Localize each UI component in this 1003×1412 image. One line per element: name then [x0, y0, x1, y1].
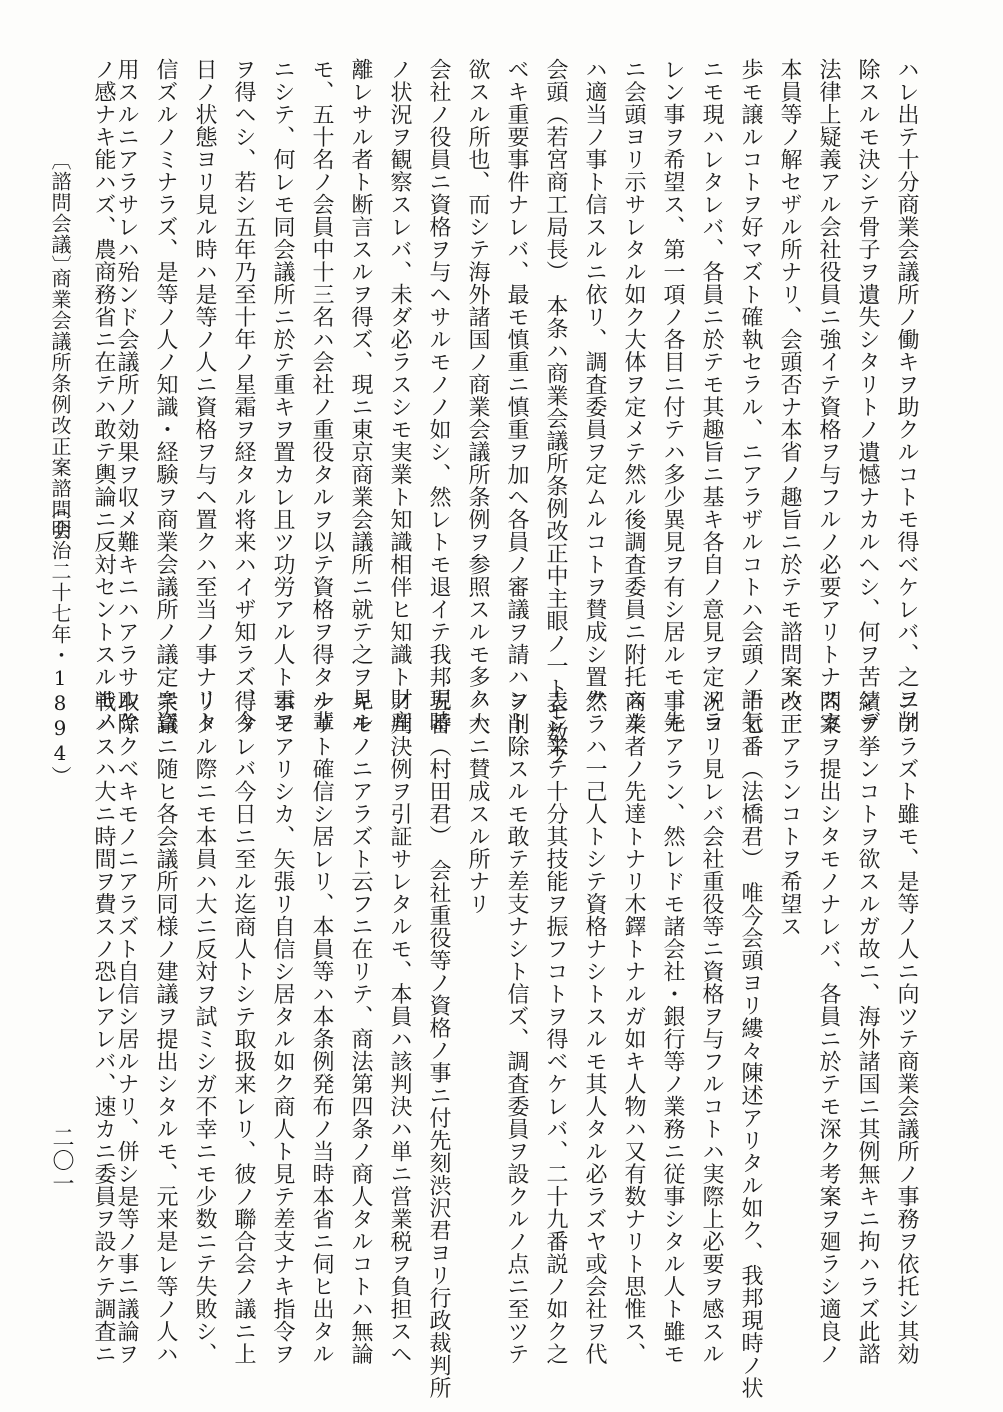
- text-column: ベキ重要事件ナレバ、最モ慎重ニ慎重ヲ加ヘ各員ノ審議ヲ請ハント: [504, 58, 529, 733]
- text-column: 除スルモ決シテ骨子ヲ遺失シタリトノ遺憾ナカルヘシ、何ヲ苦ンデ: [855, 58, 880, 733]
- text-column: 法律上疑義アル会社役員ニ強イテ資格ヲ与フルノ必要アリトナスカ: [816, 58, 841, 733]
- text-column: 歩モ譲ルコトヲ好マズト確執セラル、ニアラザルコトハ会頭ノ語気: [738, 58, 763, 733]
- text-column: ニ会頭ヨリ示サレタル如ク大体ヲ定メテ然ル後調査委員ニ附托スル: [621, 58, 646, 733]
- text-column: ノ感ナキ能ハズ、農商務省ニ在テハ敢テ輿論ニ反対セントスルモノ: [91, 58, 116, 733]
- text-column: ノ状況ヲ観察スレバ、未ダ必ラスシモ実業ト知識相伴ヒ知識ト財産: [387, 58, 412, 733]
- text-column: 信ズルノミナラズ、是等ノ人ノ知識・経験ヲ商業会議所ノ議定ニ資: [153, 58, 178, 733]
- text-column: ハ大ニ賛成スル所ナリ: [465, 690, 490, 915]
- text-column: ヲ削除スルモ敢テ差支ナシト信ズ、調査委員ヲ設クルノ点ニ至ツテ: [504, 690, 529, 1365]
- text-column: 戦ハスハ大ニ時間ヲ費スノ恐レアレバ、速カニ委員ヲ設ケテ調査ニ: [91, 690, 116, 1365]
- text-column: 取除クベキモノニアラズト自信シ居ルナリ、併シ是等ノ事ニ議論ヲ: [114, 690, 139, 1365]
- text-column: 用スルニアラサレハ殆ンド会議所ノ効果ヲ収メ難キニハアラサルヤ: [114, 58, 139, 733]
- text-column: ハ適当ノ事ト信スルニ依リ、調査委員ヲ定ムルコトヲ賛成シ置ク: [582, 58, 607, 711]
- text-column: キモノニアラズト云フニ在リテ、商法第四条ノ商人タルコトハ無論: [348, 690, 373, 1365]
- header-title: 商業会議所条例改正案諮問会: [48, 268, 72, 541]
- text-column: 五番（村田君） 会社重役等ノ資格ノ事ニ付先刻渋沢君ヨリ行政裁判所: [426, 690, 451, 1399]
- header-era: （明治二十七年・1894）: [48, 498, 72, 787]
- text-column: 績ヲ挙ンコトヲ欲スルガ故ニ、海外諸国ニ其例無キニ拘ハラズ此諮: [855, 690, 880, 1365]
- text-column: リタル際ニモ本員ハ大ニ反対ヲ試ミシガ不幸ニモ少数ニテ失敗シ、: [192, 690, 217, 1365]
- text-column: 衆議ニ随ヒ各会議所同様ノ建議ヲ提出シタルモ、元来是レ等ノ人ハ: [153, 690, 178, 1365]
- text-column: 事モアラン、然レドモ諸会社・銀行等ノ業務ニ従事シタル人ト雖モ: [660, 690, 685, 1365]
- text-column: 日ノ状態ヨリ見ル時ハ是等ノ人ニ資格ヲ与ヘ置クハ至当ノ事ナリト: [192, 58, 217, 733]
- text-column: ノ判決例ヲ引証サレタルモ、本員ハ該判決ハ単ニ営業税ヲ負担スヘ: [387, 690, 412, 1365]
- text-column: ニシテ、何レモ同会議所ニ於テ重キヲ置カレ且ツ功労アル人ト云フ: [270, 58, 295, 733]
- text-column: モ、五十名ノ会員中十三名ハ会社ノ重役タルヲ以テ資格ヲ得タル輩: [309, 58, 334, 733]
- text-column: 然ラハ一己人トシテ資格ナシトスルモ其人タル必ラズヤ或会社ヲ代: [582, 690, 607, 1365]
- text-column: 況ヨリ見レバ会社重役等ニ資格ヲ与フルコトハ実際上必要ヲ感スル: [699, 690, 724, 1365]
- text-column: 欲スル所也、而シテ海外諸国ノ商業会議所条例ヲ参照スルモ多クハ: [465, 58, 490, 733]
- text-column: 十七番（法橋君） 唯今会頭ヨリ縷々陳述アリタル如ク、我邦現時ノ状: [738, 690, 763, 1399]
- text-column: 離レサル者ト断言スルヲ得ズ、現ニ東京商業会議所ニ就テ之ヲ見ル: [348, 58, 373, 733]
- text-column: ヲ得ヘシ、若シ五年乃至十年ノ星霜ヲ経タル将来ハイザ知ラズ、今: [231, 58, 256, 733]
- text-column: ニモ現ハレタレバ、各員ニ於テモ其趣旨ニ基キ各自ノ意見ヲ定メラ: [699, 58, 724, 733]
- text-column: レン事ヲ希望ス、第一項ノ各目ニ付テハ多少異見ヲ有シ居ルモ、先: [660, 58, 685, 733]
- text-column: 問案ヲ提出シタモノナレバ、各員ニ於テモ深ク考案ヲ廻ラシ適良ノ: [816, 690, 841, 1365]
- text-column: 表シ来テ十分其技能ヲ振フコトヲ得ベケレバ、二十九番説ノ如ク之: [543, 690, 568, 1365]
- text-column: 会頭（若宮商工局長） 本条ハ商業会議所条例改正中主眼ノ一トモ数フ: [543, 58, 568, 767]
- text-column: 商業者ノ先達トナリ木鐸トナルガ如キ人物ハ又有数ナリト思惟ス、: [621, 690, 646, 1365]
- page-number: 二〇一: [49, 1126, 74, 1195]
- text-column: ハレ出テ十分商業会議所ノ働キヲ助クルコトモ得ベケレバ、之ヲ削: [894, 58, 919, 733]
- header-section: 〔諮問会議〕: [48, 150, 72, 276]
- text-column: 改正アランコトヲ希望ス: [777, 690, 802, 938]
- text-column: 本員等ノ解セザル所ナリ、会頭否ナ本省ノ趣旨ニ於テモ諮問案ハ一: [777, 58, 802, 733]
- text-column: 会社ノ役員ニ資格ヲ与ヘサルモノノ如シ、然レトモ退イテ我邦現時: [426, 58, 451, 733]
- text-column: 事モアリシカ、矢張リ自信シ居タル如ク商人ト見テ差支ナキ指令ヲ: [270, 690, 295, 1365]
- text-column: ニアラズト雖モ、是等ノ人ニ向ツテ商業会議所ノ事務ヲ依托シ其効: [894, 690, 919, 1365]
- text-column: ナリト確信シ居レリ、本員等ハ本条例発布ノ当時本省ニ伺ヒ出タル: [309, 690, 334, 1365]
- text-column: 得タレバ今日ニ至ル迄商人トシテ取扱来レリ、彼ノ聯合会ノ議ニ上: [231, 690, 256, 1365]
